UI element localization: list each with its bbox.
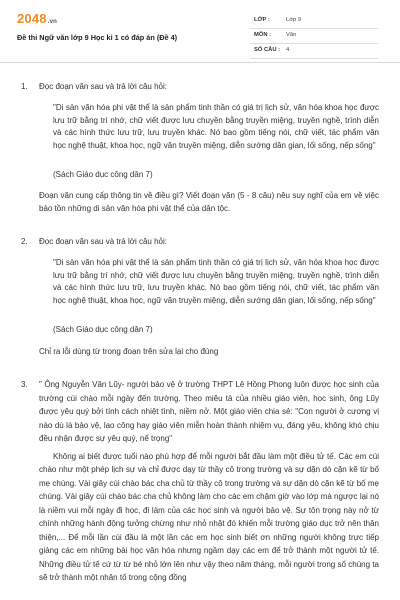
question-task: Đoạn văn cung cấp thông tin về điều gì? Viết đoạn văn (5 - 8 câu) nêu suy nghĩ của em về việc bảo tồn những di sản văn hóa phi vật thể của dân tộc. — [39, 191, 379, 213]
question-source: (Sách Giáo dục công dân 7) — [53, 325, 153, 334]
meta-value: 4 — [286, 47, 290, 53]
question-task: Chỉ ra lỗi dùng từ trong đoạn trên sửa lại cho đúng — [39, 347, 219, 356]
meta-row-grade — [250, 14, 378, 29]
site-logo[interactable] — [17, 11, 57, 26]
logo-suffix: .vn — [47, 19, 58, 25]
page-title: Đề thi Ngữ văn lớp 9 Học kì 1 có đáp án (Đề 4) — [17, 33, 178, 42]
meta-value: Lớp 9 — [286, 17, 302, 23]
question-prompt: Đọc đoạn văn sau và trả lời câu hỏi: — [39, 82, 167, 91]
meta-label: SỐ CÂU : — [254, 47, 281, 53]
meta-row-subject — [250, 29, 378, 44]
meta-value: Văn — [286, 32, 297, 38]
logo-text: 2048 — [17, 11, 47, 26]
question-quote: "Di sản văn hóa phi vật thể là sản phẩm tinh thần có giá trị lịch sử, văn hóa khoa học được lưu trữ bằng trí nhớ, chữ viết được lưu chuyền bằng truyền miệng, truyền nghề, trình diễn và các hình thức lưu trữ, lưu truyền khác. Nó bao gồm tiếng nói, chữ viết, tác phẩm văn học nghệ thuật, khoa học, ngữ văn truyền miệng, diễn sướng dân gian, lối sống, nếp sống" — [53, 258, 379, 305]
passage-paragraph-2: Không ai biết được tuổi nào phù hợp để mỗi người bắt đầu làm một điều tử tế. Các em cúi chào như một phép lịch sự và chỉ được dạy từ thầy cô trong trường và sự dặn dò cặn kẽ từ bố mẹ chúng. Vài giây cúi chào bác cha chủ từ thầy cô trong trường và sự dặn dò cặn kẽ từ bố mẹ chúng. Vài giây cúi chào bác cha chủ không làm cho các em chậm giờ vào lớp mà ngược lại nó là niềm vui mỗi ngày đi học, đi làm của các học sinh và người bảo vệ. Sự tôn trọng này nở từ chính những hành động tưởng chừng như nhỏ nhặt đó khiến mỗi trường giáo dục trở nên thân thiện,... Để mỗi lần cúi đầu là một lần các em học sinh biết ơn những người không trực tiếp giảng các em những bài học văn hóa nhưng ngầm dạy các em để trở thành một người tử tế. Những điều tử tế cứ từ từ bé nhỏ lớn lên như vậy theo năm tháng, mỗi người trong số chúng ta sẽ trở thành một nhân tố trong cộng đồng — [39, 451, 379, 582]
question-prompt: Đọc đoạn văn sau và trả lời câu hỏi: — [39, 237, 167, 246]
question-source: (Sách Giáo dục công dân 7) — [53, 170, 153, 179]
question-number: 2. — [21, 237, 28, 246]
meta-label: LỚP : — [254, 17, 270, 23]
question-number: 1. — [21, 82, 28, 91]
meta-label: MÔN : — [254, 32, 272, 38]
question-number: 3. — [21, 380, 28, 389]
question-passage — [39, 378, 379, 585]
meta-row-question-count — [250, 44, 378, 59]
exam-meta-table — [250, 14, 378, 59]
page-header — [0, 0, 400, 63]
question-quote: "Di sản văn hóa phi vật thể là sản phẩm tinh thần có giá trị lịch sử, văn hóa khoa học được lưu trữ bằng trí nhớ, chữ viết được lưu chuyền bằng truyền miệng, truyền nghề, trình diễn và các hình thức lưu trữ, lưu truyền khác. Nó bao gồm tiếng nói, chữ viết, tác phẩm văn học nghệ thuật, khoa học, ngữ văn truyền miệng, diễn sướng dân gian, lối sống, nếp sống" — [53, 103, 379, 150]
passage-paragraph-1: " Ông Nguyễn Văn Lũy- người bảo vệ ở trường THPT Lê Hồng Phong luôn được học sinh của trường cúi chào mỗi ngày đến trường. Theo miêu tả của nhiều giáo viên, học sinh, ông Lũy được yêu quý bởi tính cách nhiệt tình, niềm nở. Một giáo viên chia sẻ: "Con người ở cương vị nào dù là bảo vệ, lao công hay giáo viên miễn hoàn thành nhiệm vụ, đáng yêu, không khó chịu đều nhận được sự yêu quý, nể trọng" — [39, 380, 379, 443]
